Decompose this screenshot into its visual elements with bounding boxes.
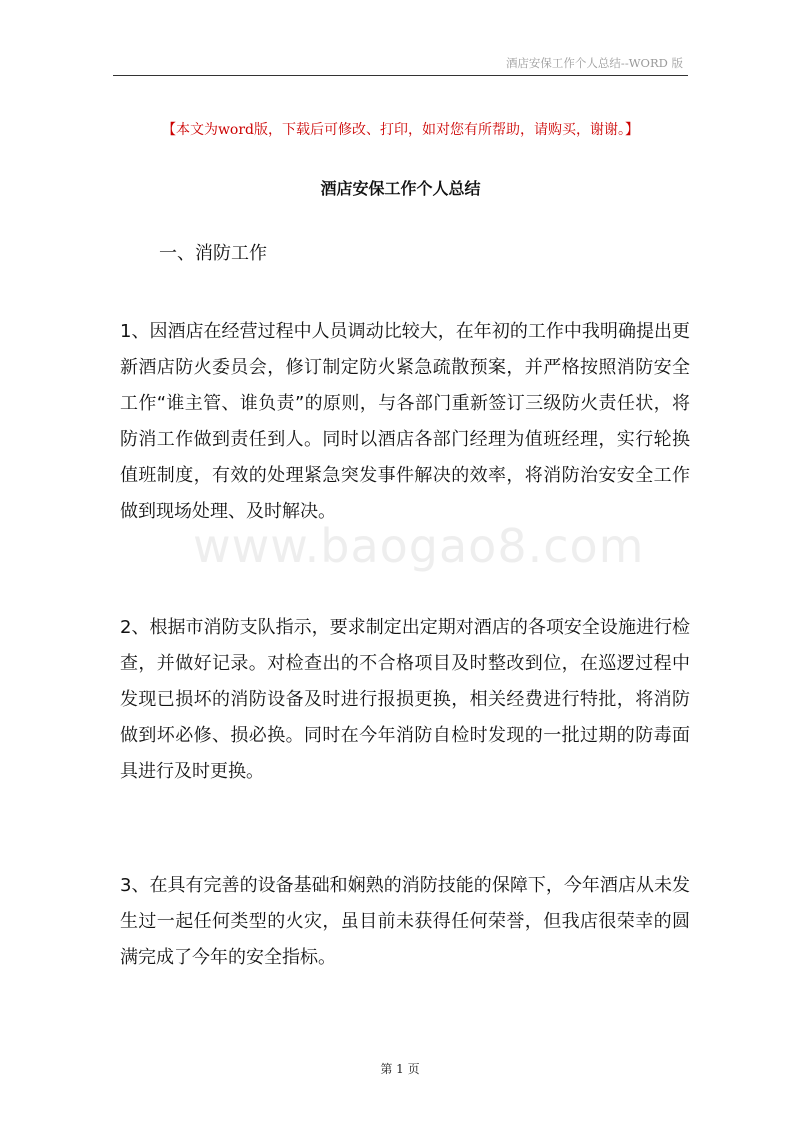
document-title: 酒店安保工作个人总结: [320, 179, 481, 198]
page-number: 第 1 页: [380, 1062, 420, 1076]
header-divider: [113, 75, 688, 76]
paragraph-1: 1、因酒店在经营过程中人员调动比较大，在年初的工作中我明确提出更新酒店防火委员会，修订制定防火紧急疏散预案，并严格按照消防安全工作“谁主管、谁负责”的原则，与各部门重新签订三级防火责任状，将防消工作做到责任到人。同时以酒店各部门经理为值班经理，实行轮换值班制度，有效的处理紧急突发事件解决的效率，将消防治安安全工作做到现场处理、及时解决。: [120, 321, 690, 522]
section-heading: 一、消防工作: [159, 243, 267, 264]
paragraph-2: 2、根据市消防支队指示，要求制定出定期对酒店的各项安全设施进行检查，并做好记录。对检查出的不合格项目及时整改到位，在巡逻过程中发现已损坏的消防设备及时进行报损更换，相关经费进行特批，将消防做到坏必修、损必换。同时在今年消防自检时发现的一批过期的防毒面具进行及时更换。: [120, 617, 690, 782]
running-header: 酒店安保工作个人总结--WORD 版: [505, 56, 683, 70]
paragraph-3: 3、在具有完善的设备基础和娴熟的消防技能的保障下，今年酒店从未发生过一起任何类型的火灾，虽目前未获得任何荣誉，但我店很荣幸的圆满完成了今年的安全指标。: [120, 875, 690, 968]
purchase-notice: 【本文为word版，下载后可修改、打印，如对您有所帮助，请购买，谢谢。】: [161, 122, 640, 138]
watermark: www.baogao8.com: [193, 519, 645, 573]
